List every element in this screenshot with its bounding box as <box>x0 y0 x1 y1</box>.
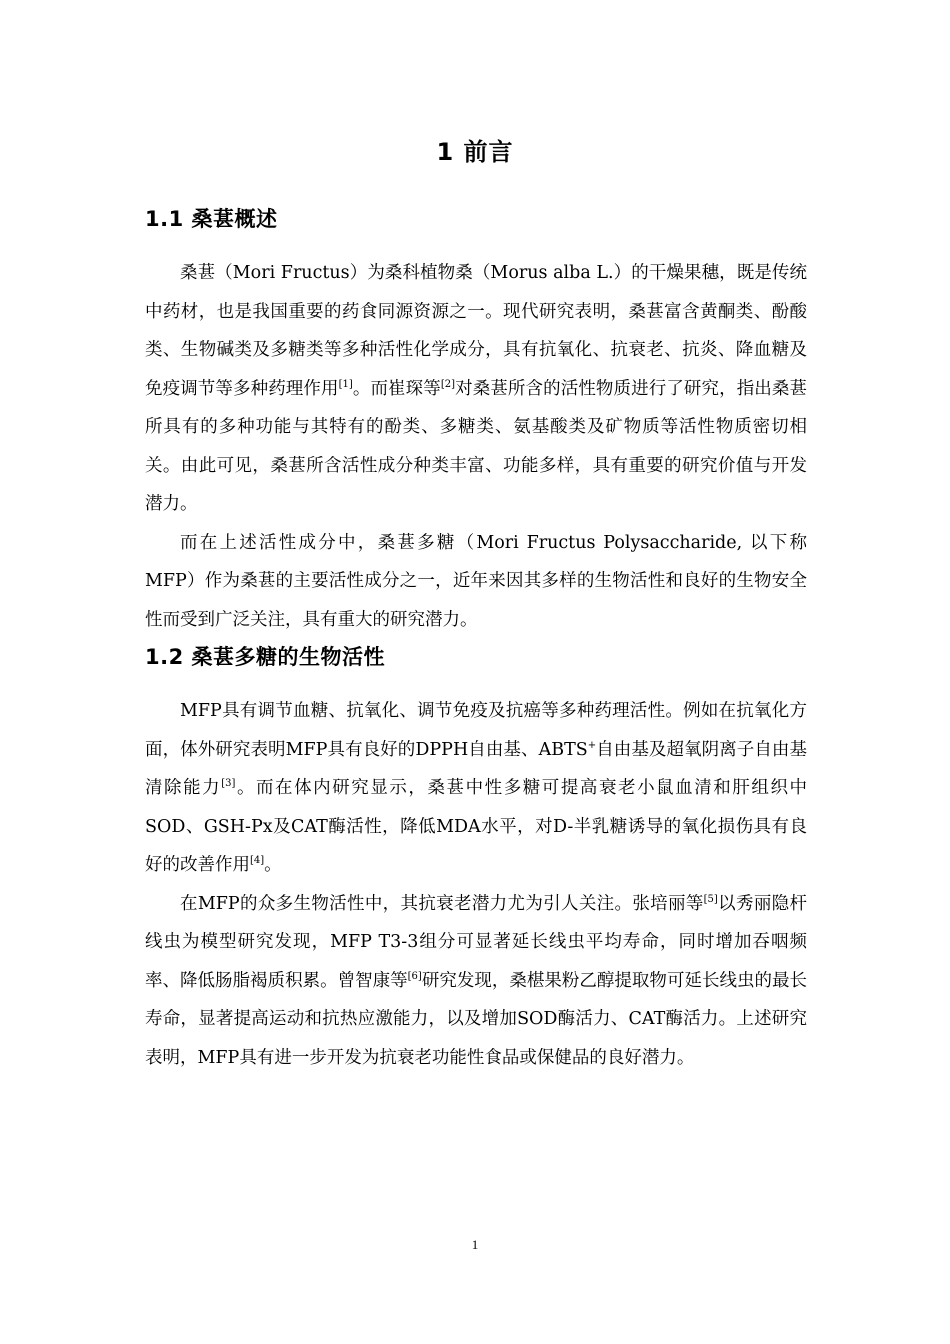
citation-ref: [4] <box>250 855 265 866</box>
citation-ref: [6] <box>407 970 422 982</box>
section-body-1-1 <box>145 254 807 639</box>
text-run: 在MFP的众多生物活性中，其抗衰老潜力尤为引人关注。张培丽等 <box>180 893 704 914</box>
citation-ref: [5] <box>703 893 718 905</box>
text-run: 自由基及超氧阴离子自由基清除能力 <box>145 739 808 798</box>
section-body-1-2 <box>145 692 807 1077</box>
paragraph <box>145 692 807 885</box>
citation-ref: [2] <box>440 378 456 390</box>
text-run: 以秀丽隐杆线虫为模型研究发现，MFP T3-3组分可显著延长线虫平均寿命，同时增加吞咽频率、降低肠脂褐质积累。曾智康等 <box>145 893 807 991</box>
text-run: 。而在体内研究显示，桑葚中性多糖可提高衰老小鼠血清和肝组织中SOD、GSH-Px及CAT酶活性，降低MDA水平，对D-半乳糖诱导的氧化损伤具有良好的改善作用 <box>145 778 808 875</box>
citation-ref: [3] <box>221 778 236 789</box>
text-run: 。 <box>264 855 282 875</box>
page-number: 1 <box>471 1237 479 1252</box>
text-run: 桑葚（Mori Fructus）为桑科植物桑（Morus alba L.）的干燥果穗，既是传统中药材，也是我国重要的药食同源资源之一。现代研究表明，桑葚富含黄酮类、酚酸类、生物碱类及多糖类等多种活性化学成分，具有抗氧化、抗衰老、抗炎、降血糖及免疫调节等多种药理作用 <box>145 263 807 399</box>
section-heading-1-2: 1.2 桑葚多糖的生物活性 <box>145 645 386 669</box>
citation-ref: [1] <box>338 378 353 390</box>
paragraph <box>145 885 807 1078</box>
text-run: 研究发现，桑椹果粉乙醇提取物可延长线虫的最长寿命，显著提高运动和抗热应激能力，以及增加SOD酶活力、CAT酶活力。上述研究表明，MFP具有进一步开发为抗衰老功能性食品或保健品的良好潜力。 <box>145 970 808 1068</box>
citation-ref: + <box>587 739 597 751</box>
section-heading-1-1: 1.1 桑葚概述 <box>145 207 278 231</box>
text-run: 。而崔琛等 <box>352 378 441 399</box>
chapter-title: 1 前言 <box>436 138 514 166</box>
paragraph <box>145 254 807 524</box>
paragraph <box>145 524 807 640</box>
text-run: MFP具有调节血糖、抗氧化、调节免疫及抗癌等多种药理活性。例如在抗氧化方面，体外研究表明MFP具有良好的DPPH自由基、ABTS <box>145 701 807 760</box>
text-run: 对桑葚所含的活性物质进行了研究，指出桑葚所具有的多种功能与其特有的酚类、多糖类、氨基酸类及矿物质等活性物质密切相关。由此可见，桑葚所含活性成分种类丰富、功能多样，具有重要的研究价值与开发潜力。 <box>145 378 808 514</box>
text-run: 而在上述活性成分中，桑葚多糖（Mori Fructus Polysaccharide, 以下称MFP）作为桑葚的主要活性成分之一，近年来因其多样的生物活性和良好的生物安全性而受到广泛关注，具有重大的研究潜力。 <box>145 532 807 630</box>
